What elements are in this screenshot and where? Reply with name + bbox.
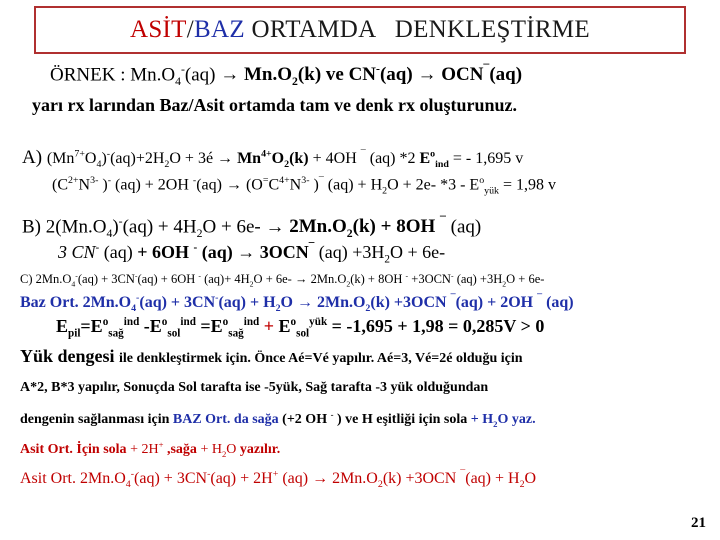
- line-baz: Baz Ort. $2Mn.O_4^-(aq) + 3CN^-(aq) + H_2O \to 2Mn.O_2(k) +3OCN$ ¯(aq) + 2OH ¯ (aq): [20, 293, 574, 315]
- line-yuk: Yük dengesi ile denkleştirmek için. Önce Aé=Vé yapılır. Aé=3, Vé=2é olduğu için: [20, 346, 523, 366]
- line-b1: B) $2(Mn.O_4)^-(aq) + 4H_2O + 6e- \to 2Mn.O_2(k) + 8OH$ ¯ (aq): [22, 215, 482, 241]
- line-a1: A) $(Mn^{7+}O_4)^-(aq)+2H_2O$ + 3é → $Mn^{4+}O_2(k) + 4OH$ ¯ (aq) *2 $E^o_{ind}$ = - 1,695 v: [22, 147, 524, 171]
- line-denge: dengenin sağlanması için BAZ Ort. da sağa (+2 OH - ) ve H eşitliği için sola + $H_2O$ yaz.: [20, 409, 536, 429]
- line-epil: $E_{pil}=E^o_{sağ}^{ind}$ $-E^o_{sol}^{ind} =E^o_{sağ}^{ind} + E^o_{sol}^{yük} = -1,695 + 1,98 = 0,285V > 0$: [56, 316, 545, 340]
- line-a2: ($C^{2+}N^{3-}$ )- (aq) + 2OH $^-(aq) \to (O^=C^{4+}N^{3-}$ )¯ $(aq) + H_2O + 2e-$ $*3 - E^o_{yük} = 1,98$ v: [52, 175, 557, 197]
- title-rest: ORTAMDA DENKLEŞTİRME: [244, 16, 590, 43]
- line-b2: 3 CN- (aq) + 6OH - (aq) → 3OCN¯ $(aq) +3H_2O + 6e-$: [58, 242, 446, 266]
- title-acid: ASİT: [130, 16, 187, 43]
- line-yari: yarı rx larından Baz/Asit ortamda tam ve denk rx oluşturunuz.: [32, 95, 518, 115]
- line-asit1: Asit Ort. İçin sola + 2H+ ,sağa + $H_2O$ yazılır.: [20, 439, 281, 459]
- page-number: 21: [691, 515, 706, 531]
- line-c: C) $2Mn.O_4^-(aq) + 3CN^-(aq) + 6OH$ - $(aq)+ 4H_2O + 6e- \to 2Mn.O_2(k) + 8OH$ - +3OCN- $(aq) +3H_2O + 6e-$: [20, 271, 545, 289]
- title-slash: /: [186, 16, 195, 43]
- line-ornek: ÖRNEK : $Mn.O_4^-(aq) \to Mn.O_2(k)$ ve CN-(aq) → OCN¯(aq): [50, 63, 523, 89]
- line-asit2: Asit Ort. $2Mn.O_4^-(aq) + 3CN^-(aq) + 2H^+$ $(aq) \to 2Mn.O_2(k) +3OCN$ $^¯(aq) + H_2O$: [20, 469, 537, 491]
- page-title: [34, 6, 686, 54]
- title-base: BAZ: [194, 16, 245, 43]
- line-a2b3: A*2, B*3 yapılır, Sonuçda Sol tarafta ise -5yük, Sağ tarafta -3 yük olduğundan: [20, 380, 489, 395]
